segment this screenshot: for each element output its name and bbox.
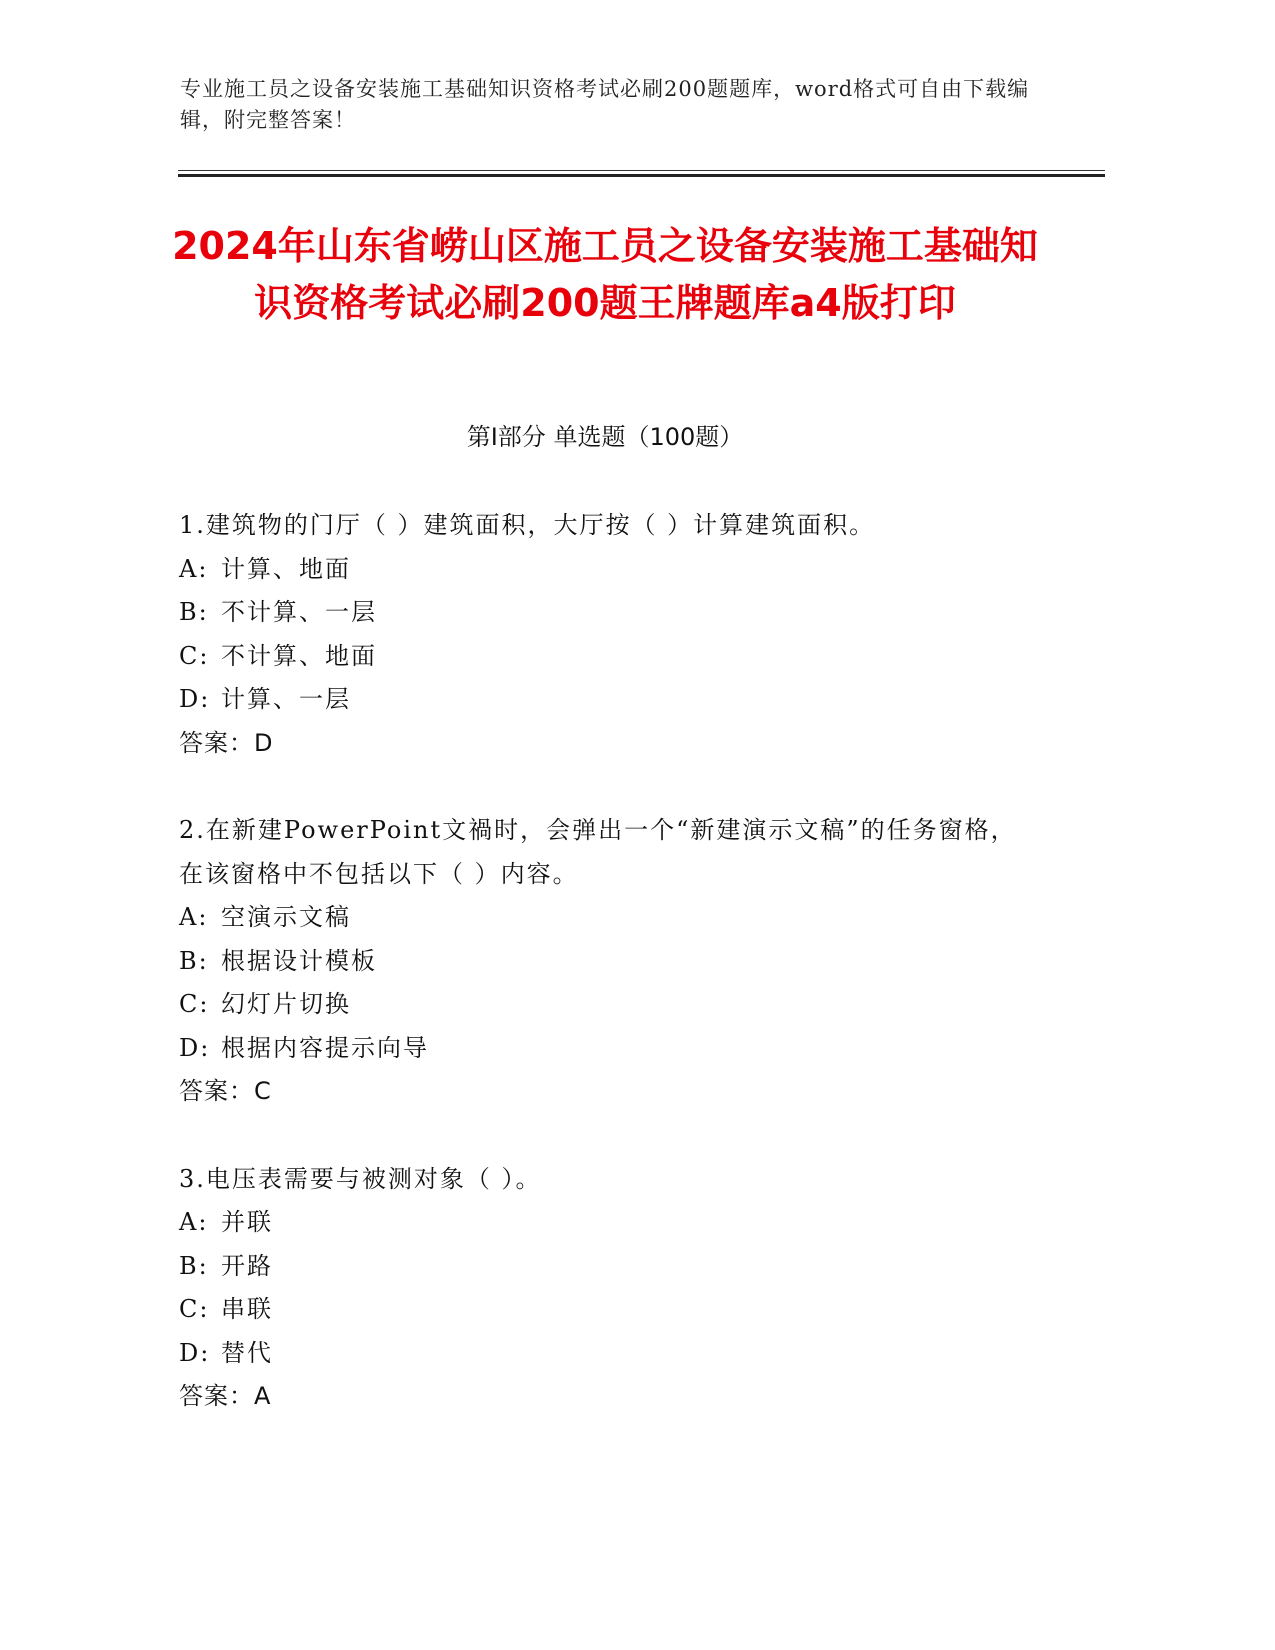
- option-text: 不计算、地面: [221, 641, 377, 670]
- option-text: 幻灯片切换: [221, 990, 351, 1018]
- option-c: [179, 635, 1039, 679]
- answer-line: 答案：D: [179, 728, 274, 757]
- question-list: [179, 504, 1039, 1463]
- option-b: [179, 940, 1039, 984]
- option-letter: D:: [179, 685, 211, 713]
- option-c: [179, 983, 1039, 1027]
- option-text: 不计算、一层: [221, 598, 377, 626]
- option-text: 替代: [221, 1338, 273, 1367]
- option-text: 根据内容提示向导: [221, 1033, 429, 1062]
- option-letter: B:: [179, 946, 209, 975]
- option-text: 并联: [221, 1208, 273, 1236]
- option-letter: B:: [179, 1251, 209, 1280]
- option-text: 串联: [221, 1295, 273, 1323]
- header-divider-thin: [178, 170, 1105, 171]
- option-d: [179, 678, 1039, 722]
- header-note: 专业施工员之设备安装施工基础知识资格考试必刷200题题库，word格式可自由下载编辑，附完整答案！: [180, 77, 1030, 132]
- answer-line: 答案：C: [179, 1077, 272, 1105]
- question-item: [179, 504, 1039, 765]
- question-stem: 2.在新建PowerPoint文禍时，会弹出一个“新建演示文稿”的任务窗格，在该窗格中不包括以下（ ）内容。: [179, 816, 1017, 888]
- option-a: [179, 548, 1039, 592]
- option-a: [179, 896, 1039, 940]
- option-d: [179, 1332, 1039, 1376]
- option-c: [179, 1288, 1039, 1332]
- question-item: [179, 809, 1039, 1114]
- header-divider-thick: [178, 174, 1105, 177]
- answer-line: 答案：A: [179, 1382, 272, 1410]
- option-letter: C:: [179, 990, 210, 1018]
- option-letter: B:: [179, 598, 209, 626]
- option-text: 根据设计模板: [221, 946, 377, 975]
- option-a: [179, 1201, 1039, 1245]
- question-stem: 1.建筑物的门厅（ ）建筑面积，大厅按（ ）计算建筑面积。: [179, 511, 876, 539]
- option-d: [179, 1027, 1039, 1071]
- option-letter: C:: [179, 641, 210, 670]
- question-stem: 3.电压表需要与被测对象（ ）。: [179, 1164, 542, 1193]
- option-b: [179, 1245, 1039, 1289]
- document-title: 2024年山东省崂山区施工员之设备安装施工基础知识资格考试必刷200题王牌题库a4版打印: [172, 224, 1038, 325]
- section-title: 第Ⅰ部分 单选题（100题）: [466, 423, 744, 451]
- option-letter: C:: [179, 1295, 210, 1323]
- option-text: 计算、一层: [221, 685, 351, 713]
- option-letter: A:: [179, 903, 209, 931]
- option-text: 空演示文稿: [221, 903, 351, 931]
- option-text: 计算、地面: [221, 554, 351, 583]
- question-item: [179, 1158, 1039, 1419]
- option-text: 开路: [221, 1251, 273, 1280]
- option-letter: A:: [179, 554, 209, 583]
- option-letter: D:: [179, 1338, 211, 1367]
- option-b: [179, 591, 1039, 635]
- option-letter: A:: [179, 1208, 209, 1236]
- option-letter: D:: [179, 1033, 211, 1062]
